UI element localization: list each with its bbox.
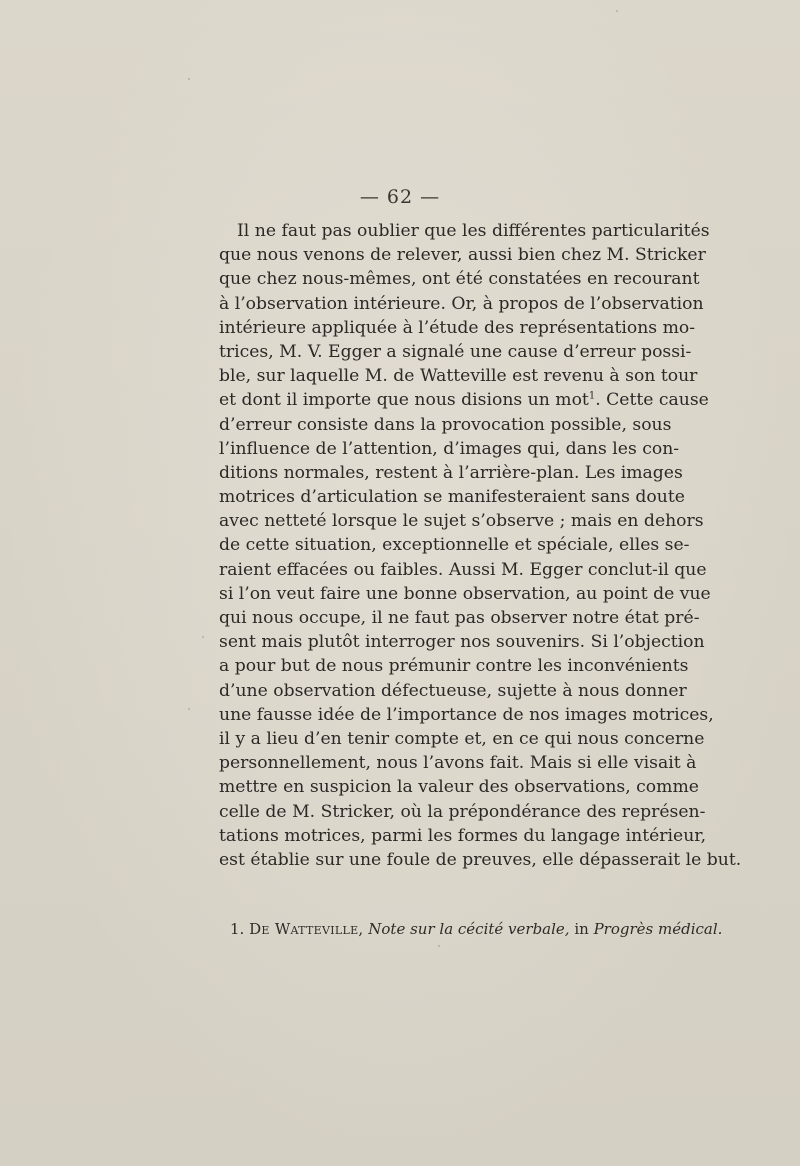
text-line: il y a lieu d’en tenir compte et, en ce qui nous concerne xyxy=(219,728,705,749)
text-line: avec netteté lorsque le sujet s’observe ; mais en dehors xyxy=(219,511,704,532)
text-line: motrices d’articulation se manifesteraient sans doute xyxy=(219,487,685,508)
text-line: une fausse idée de l’importance de nos images motrices, xyxy=(219,704,714,725)
paper-speck xyxy=(202,636,204,638)
text-line: d’erreur consiste dans la provocation possible, sous xyxy=(219,414,672,435)
paper-speck xyxy=(188,78,190,80)
text-line: de cette situation, exceptionnelle et spéciale, elles se- xyxy=(219,535,690,556)
text-line: Il ne faut pas oublier que les différentes particularités xyxy=(237,221,710,241)
text-line: que nous venons de relever, aussi bien chez M. Stricker xyxy=(219,245,706,266)
text-line: l’influence de l’attention, d’images qui, dans les con- xyxy=(219,438,680,459)
footnote-reference[interactable]: 1 xyxy=(588,390,596,402)
footnote-title: Note sur la cécité verbale, xyxy=(368,920,570,938)
text-line: mettre en suspicion la valeur des observations, comme xyxy=(219,777,699,798)
text-line-start: et dont il importe que nous disions un mot xyxy=(219,390,589,411)
text-line: personnellement, nous l’avons fait. Mais si elle visait à xyxy=(219,753,697,774)
text-line: sent mais plutôt interroger nos souvenirs. Si l’objection xyxy=(219,632,705,653)
footnote-author: De Watteville, xyxy=(249,920,364,938)
text-line: ble, sur laquelle M. de Watteville est revenu à son tour xyxy=(219,366,698,387)
page-number: — 62 — xyxy=(359,186,441,208)
text-line: trices, M. V. Egger a signalé une cause d’erreur possi- xyxy=(219,341,692,362)
paper-speck xyxy=(616,10,618,12)
text-line: tations motrices, parmi les formes du langage intérieur, xyxy=(219,825,707,846)
text-line: si l’on veut faire une bonne observation, au point de vue xyxy=(219,583,711,604)
text-line: d’une observation défectueuse, sujette à nous donner xyxy=(219,680,687,701)
main-paragraph xyxy=(219,219,742,872)
footnote-in: in xyxy=(574,920,589,938)
text-line: raient effacées ou faibles. Aussi M. Egger conclut-il que xyxy=(219,559,707,580)
paper-speck xyxy=(438,945,440,947)
text-line-with-footnote-ref xyxy=(219,388,709,412)
footnote xyxy=(230,920,723,938)
text-line: que chez nous-mêmes, ont été constatées en recourant xyxy=(219,269,700,290)
text-line: a pour but de nous prémunir contre les inconvénients xyxy=(219,656,689,677)
footnote-number: 1. xyxy=(230,920,245,938)
text-line-end: . Cette cause xyxy=(595,390,709,411)
paper-speck xyxy=(188,708,190,710)
text-line: qui nous occupe, il ne faut pas observer notre état pré- xyxy=(219,608,700,628)
text-line: ditions normales, restent à l’arrière-plan. Les images xyxy=(219,462,683,483)
text-line: intérieure appliquée à l’étude des représentations mo- xyxy=(219,317,696,338)
text-line: est établie sur une foule de preuves, elle dépasserait le but. xyxy=(219,849,742,870)
footnote-journal: Progrès médical. xyxy=(593,920,723,938)
text-line: celle de M. Stricker, où la prépondérance des représen- xyxy=(219,801,706,822)
text-line: à l’observation intérieure. Or, à propos de l’observation xyxy=(219,293,704,314)
